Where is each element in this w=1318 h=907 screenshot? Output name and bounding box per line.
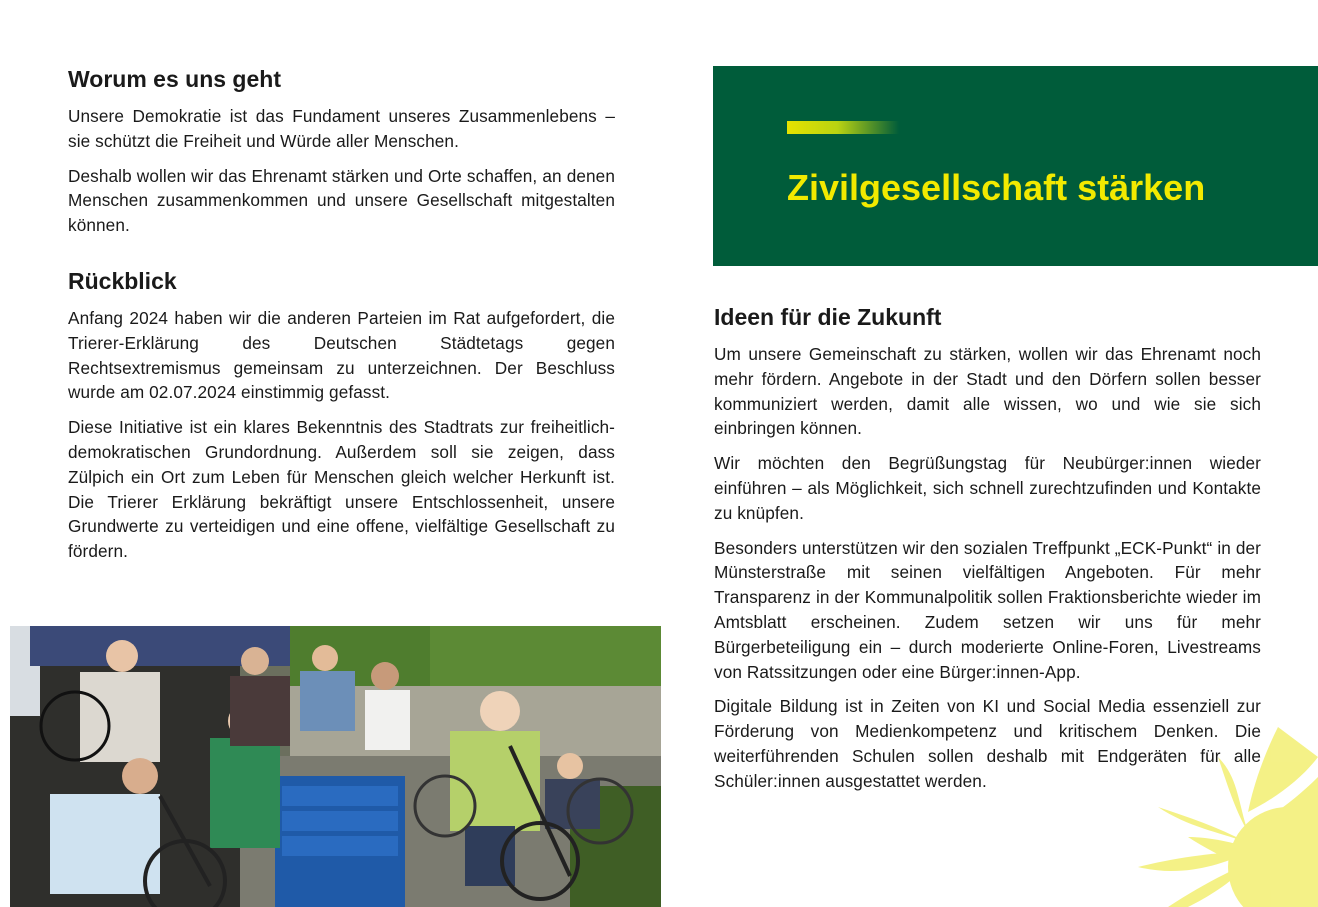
paragraph: Digitale Bildung ist in Zeiten von KI und Social Media essenziell zur Förderung von Medienkompetenz und kritischem Denken. Die weiterführenden Schulen sollen deshalb mit Endgeräten für alle Schüler:innen ausgestattet werden. xyxy=(714,696,1261,791)
paragraph: Anfang 2024 haben wir die anderen Parteien im Rat aufgefordert, die Trierer-Erklärung des Deutschen Städtetags gegen Rechtsextremismus gemeinsam zu unterzeichnen. Der Beschluss wurde am 02.07.2024 einstimmig gefasst. xyxy=(68,307,615,403)
right-column xyxy=(714,302,1261,804)
left-column xyxy=(68,64,615,574)
paragraph: Besonders unterstützen wir den sozialen Treffpunkt „ECK-Punkt“ in der Münsterstraße mit seinen vielfältigen Angeboten. Für mehr Transparenz in der Kommunalpolitik sollen Fraktionsberichte wieder im Amtsblatt erscheinen. Zudem setzen wir uns für mehr Bürgerbeteiligung ein – durch moderierte Online-Foren, Livestreams von Ratssitzungen oder eine Bürger:innen-App. xyxy=(714,537,1261,682)
section-heading-rueckblick: Rückblick xyxy=(68,267,177,294)
paragraph: Diese Initiative ist ein klares Bekenntnis des Stadtrats zur freiheitlich-demokratischen Grundordnung. Außerdem soll sie zeigen, dass Zülpich ein Ort zum Leben für Menschen gleich welcher Herkunft ist. Die Trierer Erklärung bekräftigt unsere Entschlossenheit, unsere Grundwerte zu verteidigen und eine offene, vielfältige Gesellschaft zu fördern. xyxy=(68,417,615,562)
section-heading-ideen: Ideen für die Zukunft xyxy=(714,304,942,330)
paragraph: Unsere Demokratie ist das Fundament unseres Zusammenlebens – sie schützt die Freiheit und Würde aller Menschen. xyxy=(68,106,615,151)
page-title: Zivilgesellschaft stärken xyxy=(787,167,1206,208)
paragraph: Um unsere Gemeinschaft zu stärken, wollen wir das Ehrenamt noch mehr fördern. Angebote in der Stadt und den Dörfern sollen besser kommuniziert werden, damit alle wissen, wo und wie sie sich einbringen können. xyxy=(714,344,1261,439)
gradient-accent-bar xyxy=(787,121,899,134)
section-heading-worum: Worum es uns geht xyxy=(68,66,281,92)
paragraph: Deshalb wollen wir das Ehrenamt stärken und Orte schaffen, an denen Menschen zusammenkommen und unsere Gesellschaft mitgestalten können. xyxy=(68,165,615,236)
paragraph: Wir möchten den Begrüßungstag für Neubürger:innen wieder einführen – als Möglichkeit, sich schnell zurechtzufinden und Kontakte zu knüpfen. xyxy=(714,453,1261,523)
group-photo-bike-repair xyxy=(10,626,661,907)
title-banner xyxy=(713,66,1318,266)
